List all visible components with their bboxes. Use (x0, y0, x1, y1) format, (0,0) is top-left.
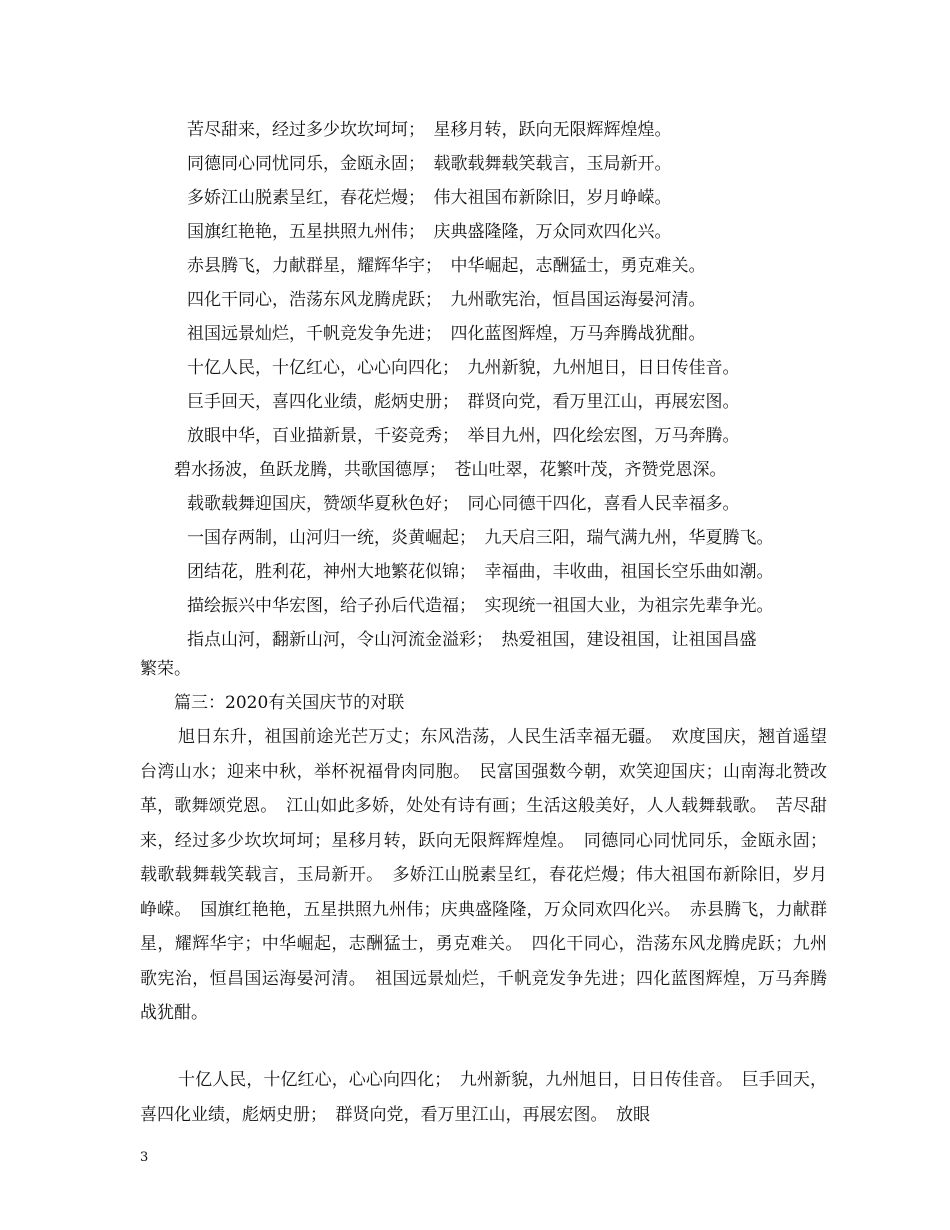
couplet-line: 描绘振兴中华宏图，给子孙后代造福； 实现统一祖国大业，为祖宗先辈争光。 (187, 596, 774, 616)
couplet-line: 指点山河，翻新山河，令山河流金溢彩； 热爱祖国，建设祖国，让祖国昌盛 (187, 630, 757, 650)
couplet-line: 团结花，胜利花，神州大地繁花似锦； 幸福曲，丰收曲，祖国长空乐曲如潮。 (187, 562, 774, 582)
body-paragraph: 旭日东升，祖国前途光芒万丈；东风浩荡，人民生活幸福无疆。 欢度国庆，翘首遥望台湾山水；迎来中秋，举杯祝福骨肉同胞。 民富国强数今朝，欢笑迎国庆；山南海北赞改革，歌舞颂党恩。 江山如此多娇，处处有诗有画；生活这般美好，人人载舞载歌。 苦尽甜来，经过多少坎坎坷坷；星移月转，跃向无限辉辉煌煌。 同德同心同忧同乐，金瓯永固；载歌载舞载笑载言，玉局新开。 多娇江山脱素呈红，春花烂熳；伟大祖国布新除旧，岁月峥嵘。 国旗红艳艳，五星拱照九州伟；庆典盛隆隆，万众同欢四化兴。 赤县腾飞，力献群星，耀辉华宇；中华崛起，志酬猛士，勇克难关。 四化干同心，浩荡东风龙腾虎跃；九州歌宪治，恒昌国运海晏河清。 祖国远景灿烂，千帆竞发争先进；四化蓝图辉煌，万马奔腾战犹酣。 (140, 727, 827, 1023)
couplet-line: 国旗红艳艳，五星拱照九州伟； 庆典盛隆隆，万众同欢四化兴。 (187, 222, 672, 242)
couplet-line: 碧水扬波，鱼跃龙腾，共歌国德厚； 苍山吐翠，花繁叶茂，齐赞党恩深。 (174, 460, 727, 480)
couplet-line: 赤县腾飞，力献群星，耀辉华宇； 中华崛起，志酬猛士，勇克难关。 (187, 256, 706, 276)
couplet-line: 一国存两制，山河归一统，炎黄崛起； 九天启三阳，瑞气满九州，华夏腾飞。 (187, 528, 774, 548)
couplet-line: 多娇江山脱素呈红，春花烂熳； 伟大祖国布新除旧，岁月峥嵘。 (187, 188, 672, 208)
couplet-line: 四化干同心，浩荡东风龙腾虎跃； 九州歌宪治，恒昌国运海晏河清。 (187, 290, 706, 310)
couplet-continuation: 繁荣。 (140, 659, 191, 679)
couplet-line: 苦尽甜来，经过多少坎坎坷坷； 星移月转，跃向无限辉辉煌煌。 (187, 120, 672, 140)
section-heading: 篇三：2020有关国庆节的对联 (174, 693, 405, 713)
couplet-line: 载歌载舞迎国庆，赞颂华夏秋色好； 同心同德干四化，喜看人民幸福多。 (187, 494, 740, 514)
page-number: 3 (140, 1150, 149, 1165)
couplet-line: 十亿人民，十亿红心，心心向四化； 九州新貌，九州旭日，日日传佳音。 (187, 358, 740, 378)
couplet-line: 同德同心同忧同乐，金瓯永固； 载歌载舞载笑载言，玉局新开。 (187, 154, 672, 174)
couplet-line: 放眼中华，百业描新景，千姿竞秀； 举目九州，四化绘宏图，万马奔腾。 (187, 426, 740, 446)
couplet-line: 巨手回天，喜四化业绩，彪炳史册； 群贤向党，看万里江山，再展宏图。 (187, 392, 740, 412)
body-paragraph: 十亿人民，十亿红心，心心向四化； 九州新貌，九州旭日，日日传佳音。 巨手回天，喜四化业绩，彪炳史册； 群贤向党，看万里江山，再展宏图。 放眼 (140, 1070, 827, 1125)
couplet-line: 祖国远景灿烂，千帆竞发争先进； 四化蓝图辉煌，万马奔腾战犹酣。 (187, 324, 706, 344)
